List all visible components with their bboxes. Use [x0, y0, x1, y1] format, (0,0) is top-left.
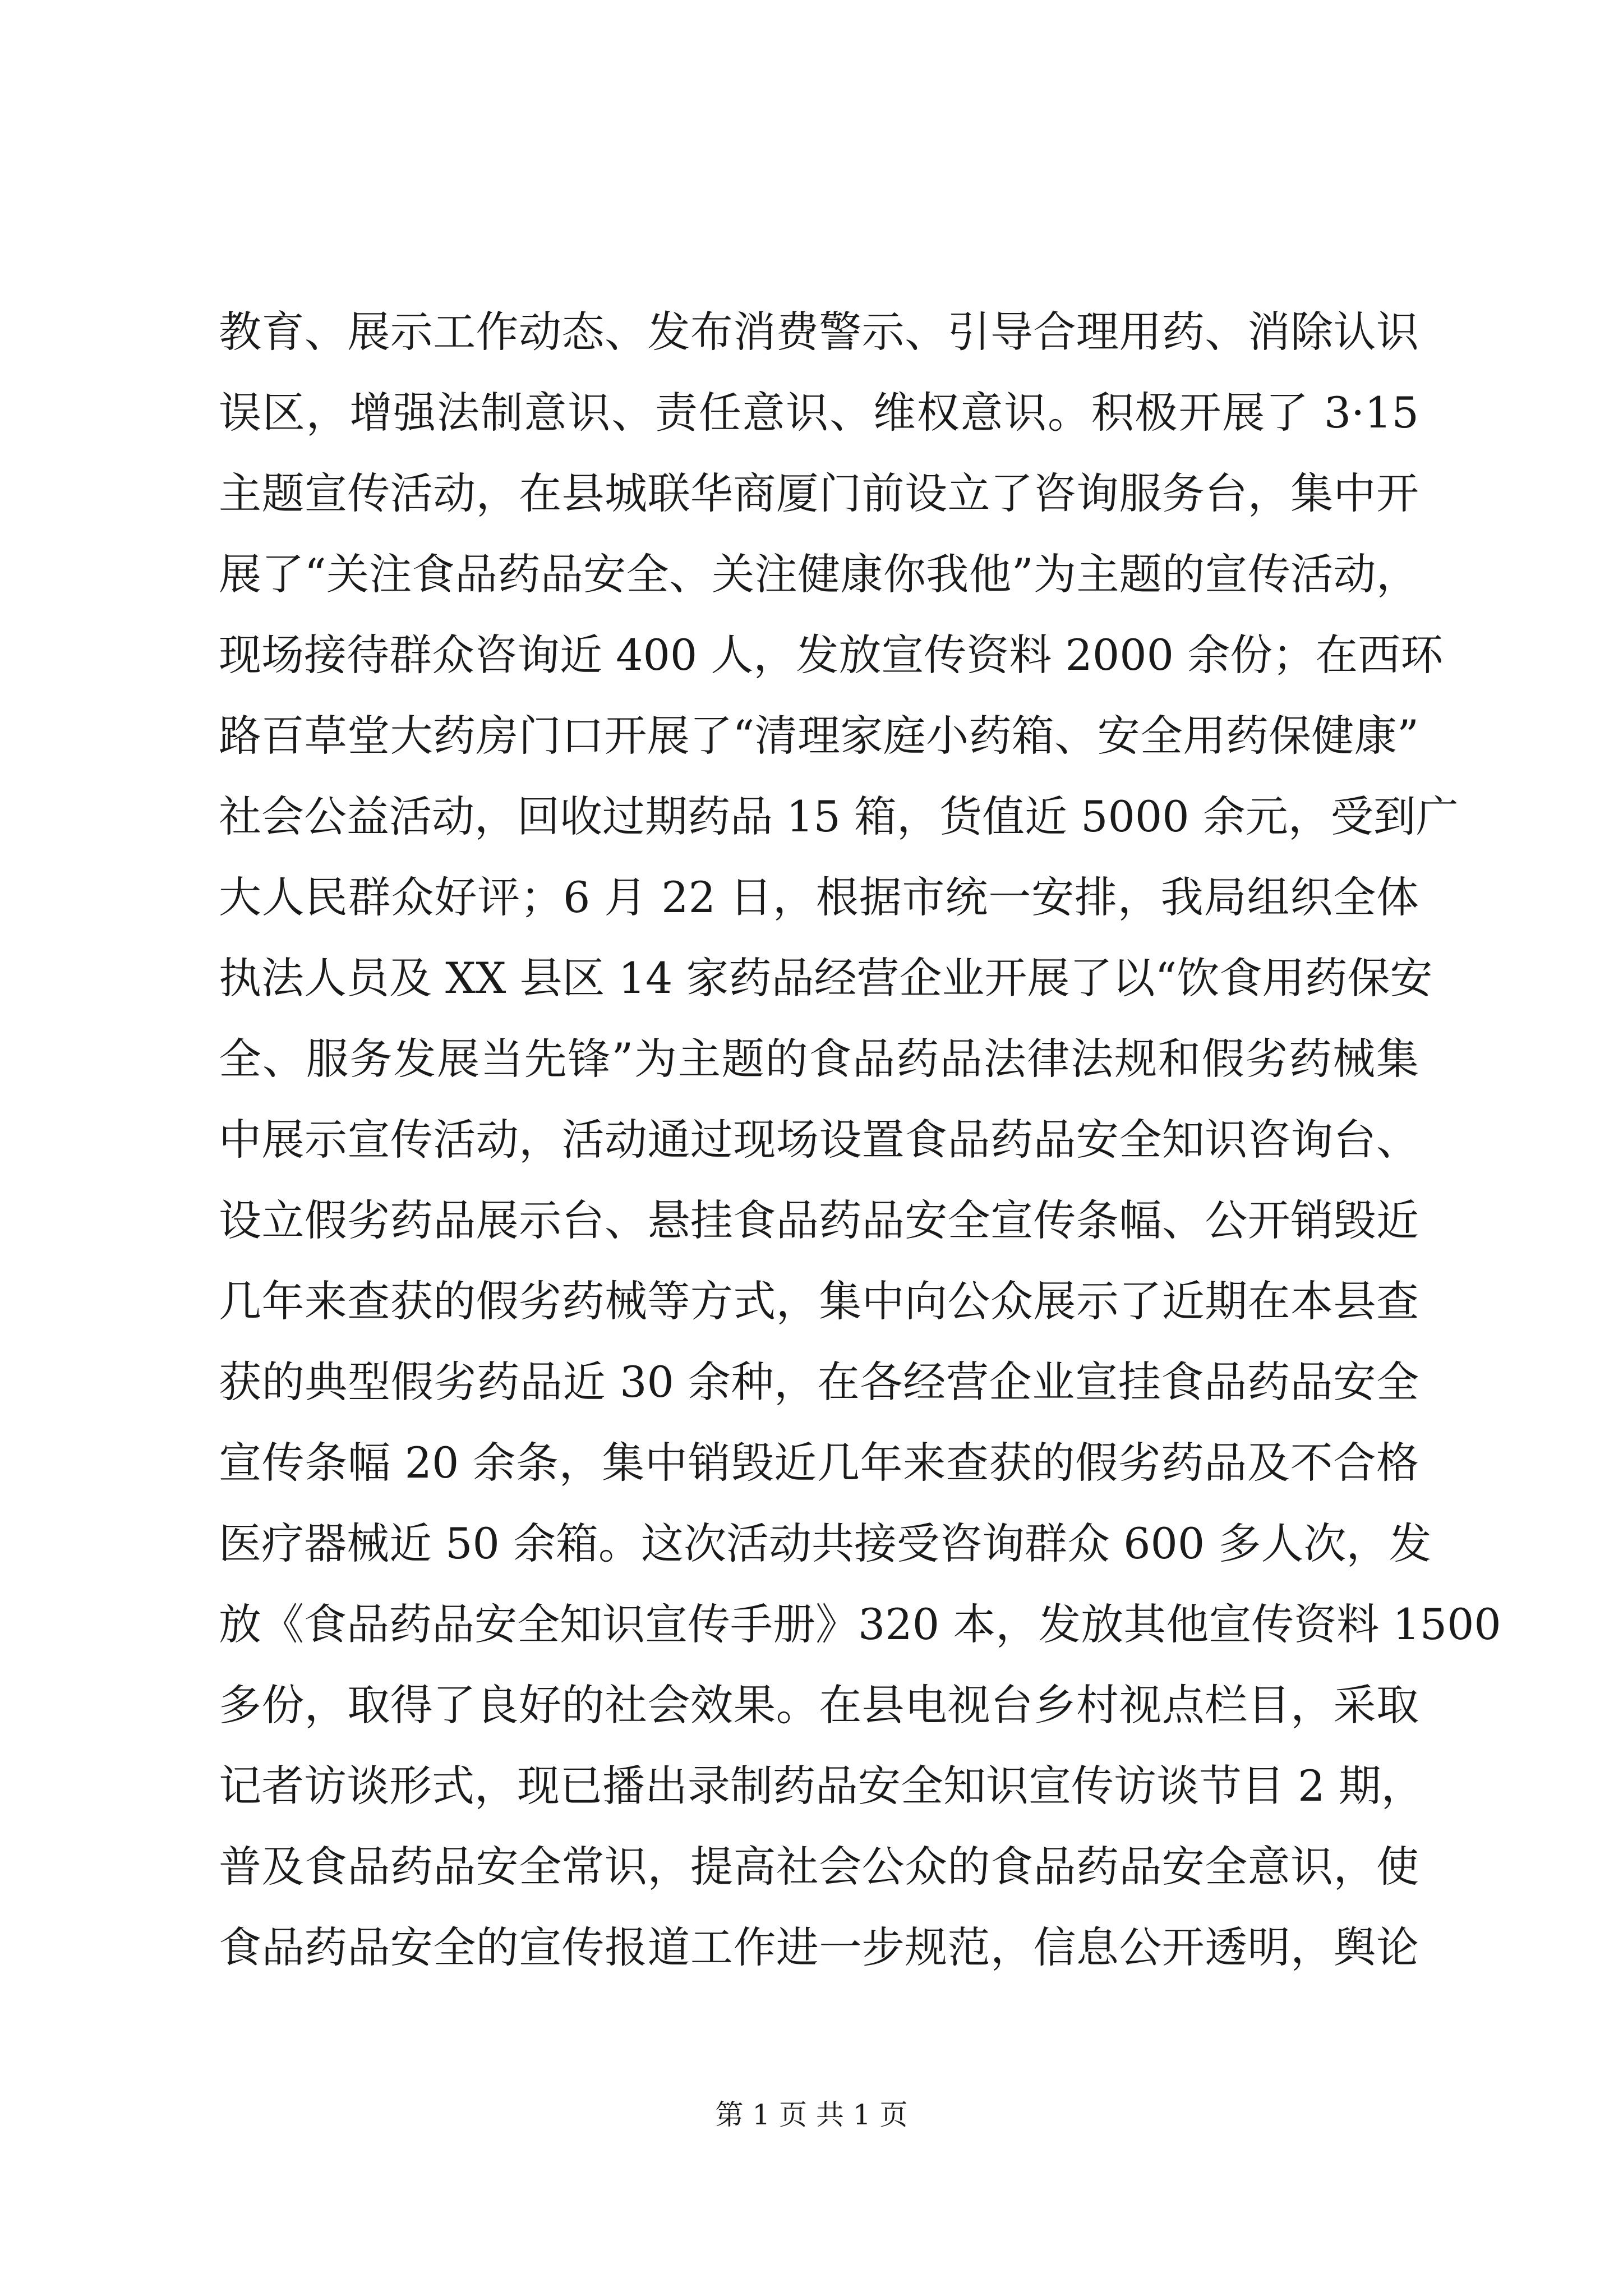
text-line: 展了“关注食品药品安全、关注健康你我他”为主题的宣传活动， — [219, 549, 1419, 599]
page-footer: 第 1 页 共 1 页 — [715, 2099, 908, 2131]
text-line: 误区，增强法制意识、责任意识、维权意识。积极开展了 3·15 — [219, 388, 1419, 438]
body-text — [219, 292, 1501, 1988]
text-line: 中展示宣传活动，活动通过现场设置食品药品安全知识咨询台、 — [219, 1115, 1419, 1165]
text-line: 记者访谈形式，现已播出录制药品安全知识宣传访谈节目 2 期， — [219, 1761, 1424, 1811]
text-line: 几年来查获的假劣药械等方式，集中向公众展示了近期在本县查 — [219, 1276, 1419, 1326]
text-line: 宣传条幅 20 余条，集中销毁近几年来查获的假劣药品及不合格 — [219, 1438, 1419, 1488]
text-line: 社会公益活动，回收过期药品 15 箱，货值近 5000 余元，受到广 — [219, 792, 1459, 841]
text-line: 执法人员及 XX 县区 14 家药品经营企业开展了以“饮食用药保安 — [219, 953, 1433, 1003]
text-line: 多份，取得了良好的社会效果。在县电视台乡村视点栏目，采取 — [219, 1680, 1419, 1730]
text-line: 设立假劣药品展示台、悬挂食品药品安全宣传条幅、公开销毁近 — [219, 1195, 1419, 1245]
text-line: 全、服务发展当先锋”为主题的食品药品法律法规和假劣药械集 — [219, 1034, 1419, 1084]
text-line: 普及食品药品安全常识，提高社会公众的食品药品安全意识，使 — [219, 1842, 1419, 1892]
text-line: 医疗器械近 50 余箱。这次活动共接受咨询群众 600 多人次，发 — [219, 1519, 1432, 1568]
text-line: 食品药品安全的宣传报道工作进一步规范，信息公开透明，舆论 — [219, 1922, 1419, 1972]
text-line: 现场接待群众咨询近 400 人，发放宣传资料 2000 余份；在西环 — [219, 630, 1444, 680]
text-line: 放《食品药品安全知识宣传手册》320 本，发放其他宣传资料 1500 — [219, 1599, 1501, 1649]
text-line: 路百草堂大药房门口开展了“清理家庭小药箱、安全用药保健康” — [219, 711, 1419, 761]
text-line: 获的典型假劣药品近 30 余种，在各经营企业宣挂食品药品安全 — [219, 1357, 1419, 1407]
text-line: 教育、展示工作动态、发布消费警示、引导合理用药、消除认识 — [219, 307, 1419, 357]
text-line: 大人民群众好评；6 月 22 日，根据市统一安排，我局组织全体 — [219, 872, 1419, 922]
text-line: 主题宣传活动，在县城联华商厦门前设立了咨询服务台，集中开 — [219, 468, 1419, 518]
